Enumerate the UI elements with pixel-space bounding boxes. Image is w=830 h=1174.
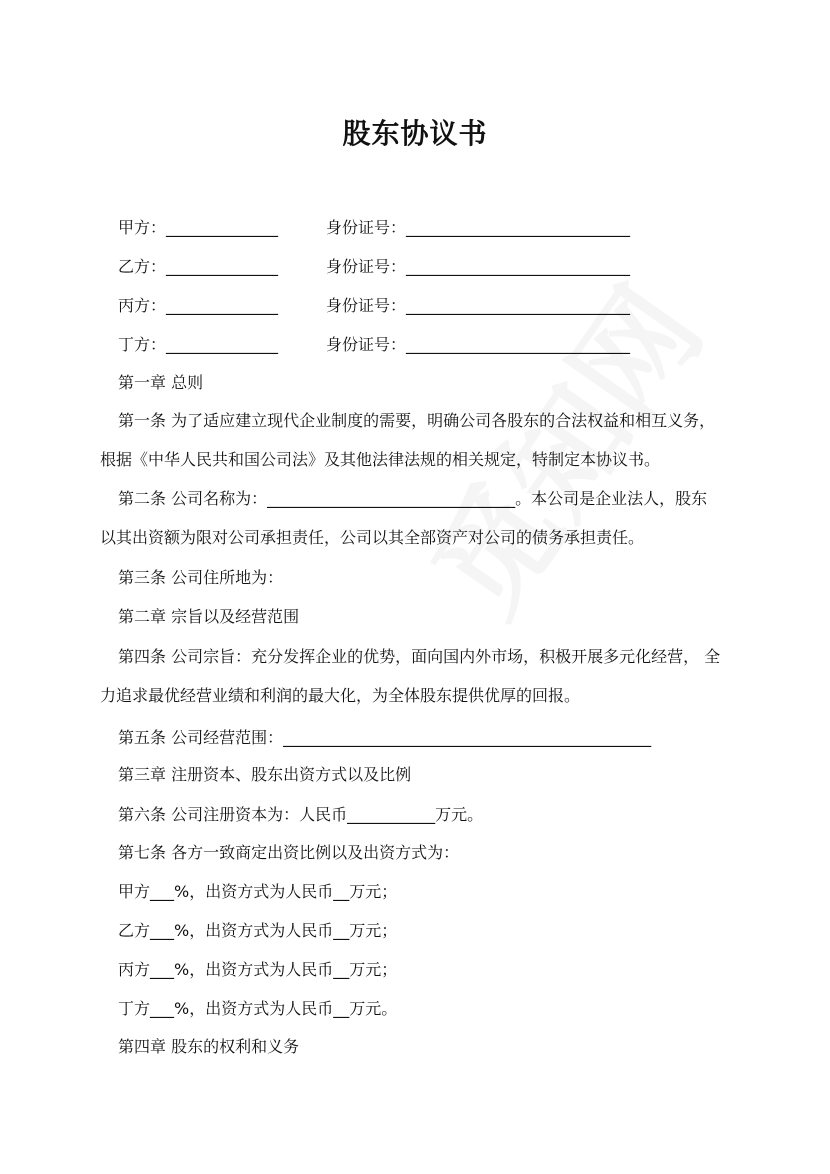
party-name-field: 甲方：______________ [118,218,279,237]
party-row [118,295,630,317]
contribution-line: 丙方___%，出资方式为人民币__万元； [118,960,398,979]
article-line: 第六条 公司注册资本为：人民币___________万元。 [118,805,484,824]
chapter-heading: 第一章 总则 [118,373,204,392]
article-line: 根据《中华人民共和国公司法》及其他法律法规的相关规定，特制定本协议书。 [100,450,661,469]
article-line: 第五条 公司经营范围：______________________________________________ [118,728,652,747]
contribution-line: 甲方___%，出资方式为人民币__万元； [118,882,398,901]
article-line: 第三条 公司住所地为： [118,568,284,587]
party-id-field: 身份证号：____________________________ [326,335,631,354]
article-line: 第四条 公司宗旨：充分发挥企业的优势，面向国内外市场，积极开展多元化经营， 全 [118,647,721,666]
party-name-field: 丁方：______________ [118,335,279,354]
article-line: 第一条 为了适应建立现代企业制度的需要，明确公司各股东的合法权益和相互义务， [118,411,716,430]
chapter-heading: 第四章 股东的权利和义务 [118,1037,300,1056]
party-id-field: 身份证号：____________________________ [326,296,631,315]
chapter-heading: 第三章 注册资本、股东出资方式以及比例 [118,765,412,784]
article-line: 第二条 公司名称为：_______________________________。本公司是企业法人，股东 [118,489,708,508]
party-name-field: 丙方：______________ [118,296,279,315]
party-id-field: 身份证号：____________________________ [326,218,631,237]
contribution-line: 丁方___%，出资方式为人民币__万元。 [118,999,398,1018]
article-line: 第七条 各方一致商定出资比例以及出资方式为： [118,843,460,862]
party-row [118,334,630,356]
contribution-line: 乙方___%，出资方式为人民币__万元； [118,921,398,940]
party-row [118,256,630,278]
chapter-heading: 第二章 宗旨以及经营范围 [118,607,300,626]
document-title: 股东协议书 [342,117,488,150]
article-line: 以其出资额为限对公司承担责任，公司以其全部资产对公司的债务承担责任。 [100,528,645,547]
party-id-field: 身份证号：____________________________ [326,257,631,276]
article-line: 力追求最优经营业绩和利润的最大化，为全体股东提供优厚的回报。 [100,686,581,705]
party-row [118,217,630,239]
party-name-field: 乙方：______________ [118,257,279,276]
